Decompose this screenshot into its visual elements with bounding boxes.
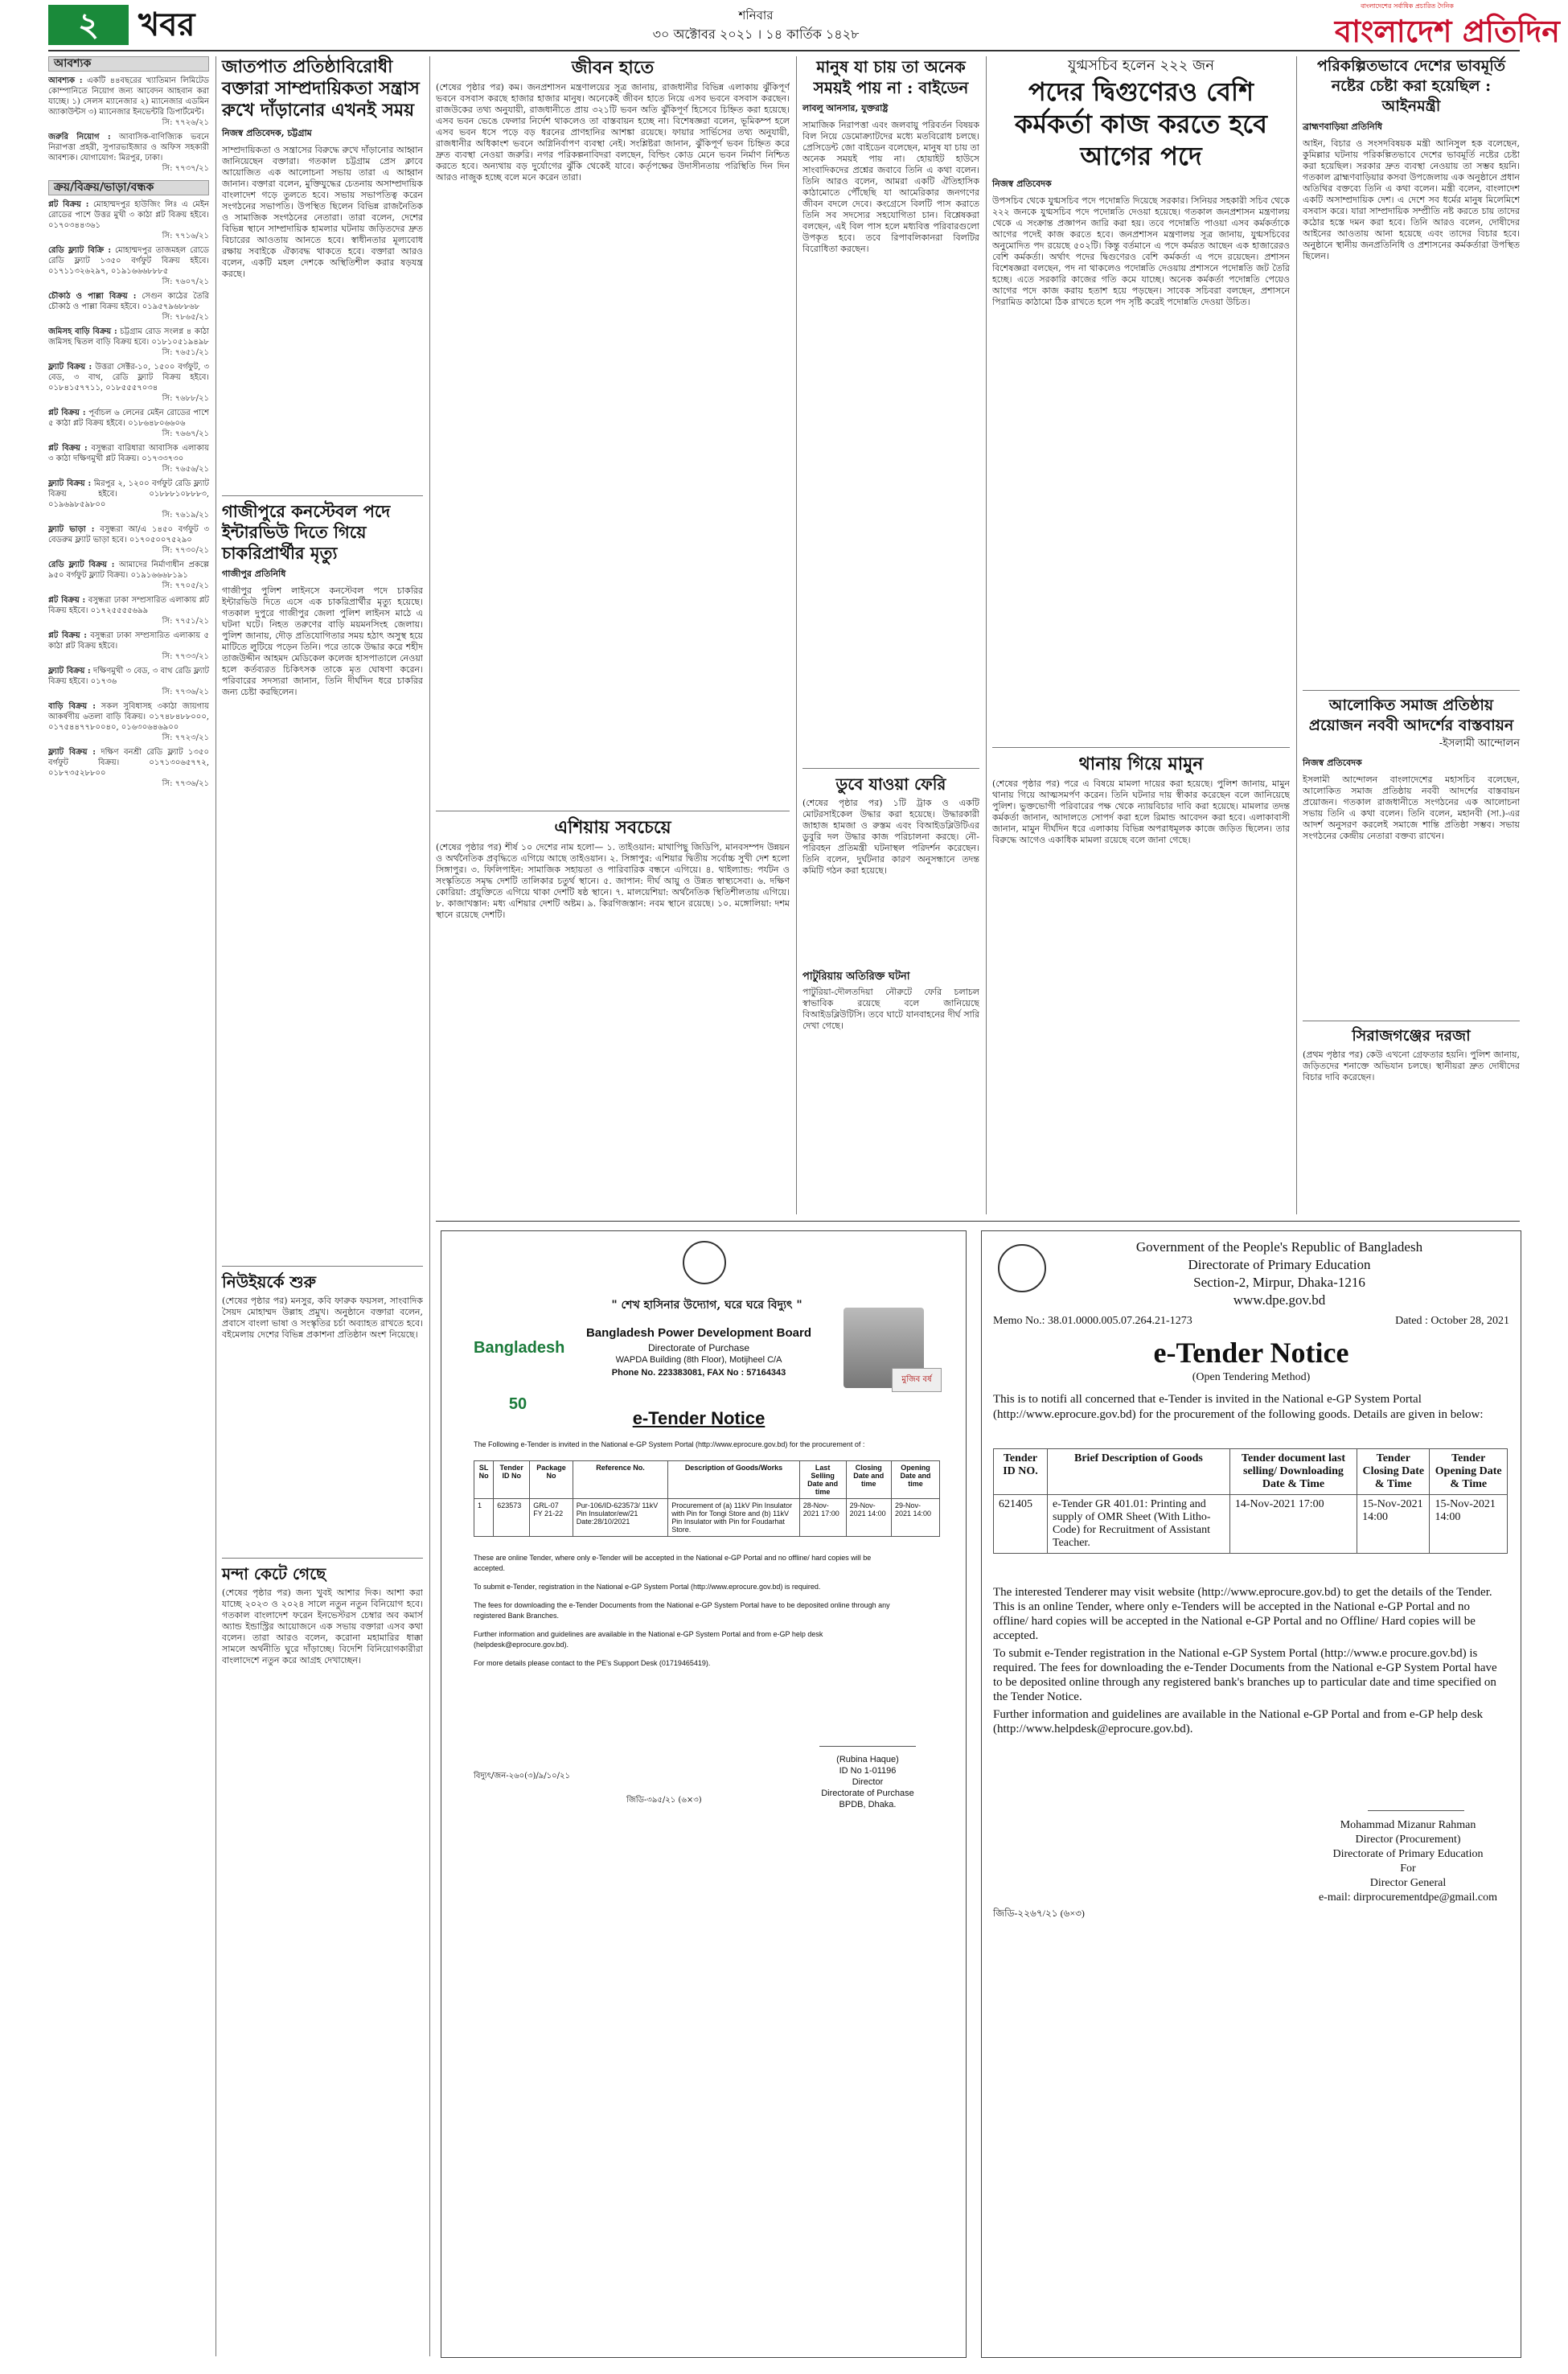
table-cell: Procurement of (a) 11kV Pin Insulator with Pin for Tongi Store and (b) 11kV Pin Insulator with Pin for Foudarhat Store. — [668, 1499, 799, 1537]
table-cell: Pur-106/ID-623573/ 11kV Pin Insulator/ew/21 Date:28/10/2021 — [573, 1499, 667, 1537]
mujib-logo: মুজিব বর্ষ — [892, 1368, 942, 1392]
table-cell: 15-Nov-2021 14:00 — [1357, 1495, 1430, 1554]
story-body-3: পাটুরিয়া-দৌলতদিয়া নৌরুটে ফেরি চলাচল স্বাভাবিক রয়েছে বলে জানিয়েছে বিআইডব্লিউটিসি। তবে ঘাটে যানবাহনের দীর্ঘ সারি দেখা গেছে। — [802, 987, 979, 1031]
story-subhead-2: -ইসলামী আন্দোলন — [1439, 737, 1520, 750]
table-cell: 15-Nov-2021 14:00 — [1430, 1495, 1508, 1554]
story-body-3: (শেষের পৃষ্ঠার পর) মনসুর, কবি ফারুক ফয়সল, সাংবাদিক সৈয়দ মোহাম্মদ উল্লাহ প্রমুখ। অনুষ্ঠানে বক্তারা বলেন, প্রবাসে বাংলা ভাষা ও সংস্কৃতির চর্চা অব্যাহত রাখতে হবে। বইমেলায় দেশের বিভিন্ন প্রকাশনা প্রতিষ্ঠান অংশ নিয়েছে। — [222, 1296, 423, 1340]
table-header: Closing Date and time — [846, 1461, 891, 1499]
column-4 — [802, 56, 979, 1214]
classifieds-column — [48, 56, 209, 2356]
paper-tagline: বাংলাদেশের সর্বাধিক প্রচারিত দৈনিক — [1361, 2, 1454, 10]
story-byline: নিজস্ব প্রতিবেদক, চট্টগ্রাম — [222, 128, 312, 138]
dpe-signer-block: Mohammad Mizanur Rahman Director (Procurement) Directorate of Primary Education For Director General e-mail: dirprocurementdpe@gmail.com — [1318, 1819, 1498, 1904]
story-body-3: (প্রথম পৃষ্ঠার পর) কেউ এখনো গ্রেফতার হয়নি। পুলিশ জানায়, জড়িতদের শনাক্তে অভিযান চলছে। স্থানীয়রা দ্রুত দোষীদের বিচার দাবি করেছেন। — [1303, 1049, 1520, 1082]
classified-item: চৌকাঠ ও পাল্লা বিক্রয় : সেগুন কাঠের তৈরি চৌকাঠ ও পাল্লা বিক্রয় হইবে। ০১৯৫৭৯৬৮৮৬৮ সি: ৭৮৬৫/২১ — [48, 292, 209, 322]
date: ৩০ অক্টোবর ২০২১ । ১৪ কার্তিক ১৪২৮ — [652, 27, 860, 42]
story-body: উপসচিব থেকে যুগ্মসচিব পদে পদোন্নতি দিয়েছে সরকার। সিনিয়র সহকারী সচিব থেকে ২২২ জনকে যুগ্মসচিব পদে পদোন্নতি দেওয়া হয়েছে। গতকাল জনপ্রশাসন মন্ত্রণালয় থেকে এ সংক্রান্ত প্রজ্ঞাপন জারি করা হয়। তবে পদোন্নতি পাওয়া এসব কর্মকর্তাকে আগের পদেই কাজ করতে হবে। জনপ্রশাসন মন্ত্রণালয় সূত্র জানায়, যুগ্মসচিবের অনুমোদিত পদ রয়েছে ৫০২টি। কিন্তু বর্তমানে এ পদে কর্মরত আছেন এক হাজারেরও বেশি কর্মকর্তা। অর্থাৎ পদের দ্বিগুণেরও বেশি কর্মকর্তা এ পদে রয়েছেন। প্রশাসন বিশেষজ্ঞরা বলছেন, পদ না থাকলেও পদোন্নতি দেওয়ায় প্রশাসনে পদোন্নতি জট তৈরি হচ্ছে। এতে সরকারি কাজের গতি কমে যাচ্ছে। অনেক কর্মকর্তা পদোন্নতি পেয়েও আগের পদে কাজ করায় হতাশ হয়ে পড়ছেন। সাবেক সচিবরা বলছেন, প্রশাসনে পিরামিড কাঠামো ঠিক রাখতে হলে পদ সৃষ্টি করেই পদোন্নতি দেওয়া উচিত। — [992, 195, 1290, 307]
story-body-2: (শেষের পৃষ্ঠার পর) শীর্ষ ১০ দেশের নাম হলো— ১. তাইওয়ান: মাথাপিছু জিডিপি, মানবসম্পদ উন্নয়ন ও অর্থনৈতিক প্রবৃদ্ধিতে এগিয়ে আছে তাইওয়ান। ২. সিঙ্গাপুর: এশিয়ার দ্বিতীয় সর্বোচ্চ সুখী দেশ হলো সিঙ্গাপুর। ৩. ফিলিপাইন: সামাজিক সহায়তা ও পারিবারিক বন্ধনে এগিয়ে। ৪. থাইল্যান্ড: পর্যটন ও সংস্কৃতিতে সমৃদ্ধ দেশটি তালিকার চতুর্থ স্থানে। ৫. জাপান: দীর্ঘ আয়ু ও উন্নত স্বাস্থ্যসেবা। ৬. দক্ষিণ কোরিয়া: প্রযুক্তিতে এগিয়ে থাকা দেশটি ষষ্ঠ স্থানে। ৭. মালয়েশিয়া: অর্থনৈতিক স্থিতিশীলতায় এগিয়ে। ৮. কাজাখস্তান: মধ্য এশিয়ার দেশটি অষ্টম। ৯. কিরগিজস্তান: নবম স্থানে রয়েছে। ১০. মঙ্গোলিয়া: দশম স্থানে রয়েছে দেশটি। — [436, 842, 790, 920]
story-headline: জীবন হাতে — [571, 57, 655, 78]
story-body-2: (শেষের পৃষ্ঠার পর) পরে এ বিষয়ে মামলা দায়ের করা হয়েছে। পুলিশ জানায়, মামুন থানায় গিয়ে আত্মসমর্পণ করেন। তিনি ঘটনার দায় স্বীকার করেছেন বলে জানিয়েছে পুলিশ। ভুক্তভোগী পরিবারের পক্ষ থেকে ন্যায়বিচার দাবি করা হয়েছে। মামলার তদন্ত কর্মকর্তা জানান, আদালতে সোপর্দ করা হলে রিমান্ড আবেদন করা হবে। এলাকাবাসী জানান, মামুন দীর্ঘদিন ধরে এলাকায় বিভিন্ন অপরাধমূলক কাজে জড়িত ছিলেন। তার বিরুদ্ধে আগেও একাধিক মামলা রয়েছে বলে জানা গেছে। — [992, 778, 1290, 845]
classified-item: ফ্ল্যাট বিক্রয় : মিরপুর ২, ১২০০ বর্গফুট রেডি ফ্ল্যাট বিক্রয় হইবে। ০১৮৮৮১০৮৮৮৩, ০১৯৬৯৮৫৯৮০০ সি: ৭৬১৯/২১ — [48, 479, 209, 520]
section-title: খবর — [138, 6, 195, 43]
signer-block: (Rubina Haque) ID No 1-01196 Director Directorate of Purchase BPDB, Dhaka. — [821, 1755, 914, 1809]
dpe-ad-code: জিডি-২২৬৭/২১ (৬×৩) — [993, 1908, 1085, 1919]
table-header: Brief Description of Goods — [1048, 1449, 1230, 1495]
story-headline-3: নিউইয়র্কে শুরু — [222, 1272, 316, 1292]
dpe-memo: Memo No.: 38.01.0000.005.07.264.21-1273 — [993, 1315, 1192, 1327]
story-headline-2: আলোকিত সমাজ প্রতিষ্ঠায় প্রয়োজন নববী আদর্শের বাস্তবায়ন — [1308, 696, 1514, 734]
org-address: WAPDA Building (8th Floor), Motijheel C/A — [615, 1355, 782, 1365]
story-headline-2: ডুবে যাওয়া ফেরি — [835, 774, 946, 794]
classifieds-list — [48, 199, 209, 789]
jubilee-logo: Bangladesh 50 — [474, 1339, 565, 1413]
table-cell: GRL-07 FY 21-22 — [530, 1499, 573, 1537]
story-body-2: (শেষের পৃষ্ঠার পর) ১টি ট্রাক ও একটি মোটরসাইকেল উদ্ধার করা হয়েছে। উদ্ধারকারী জাহাজ হামজা ও রুস্তম এবং বিআইডব্লিউটিএর ডুবুরি দল উদ্ধার কাজ পরিচালনা করছে। নৌ-পরিবহন প্রতিমন্ত্রী ঘটনাস্থল পরিদর্শন করেছেন। তিনি বলেন, দুর্ঘটনার কারণ অনুসন্ধানে তদন্ত কমিটি গঠন করা হয়েছে। — [802, 798, 979, 876]
dpe-dated: Dated : October 28, 2021 — [1395, 1315, 1509, 1327]
dpe-intro: This is to notifi all concerned that e-Tender is invited in the National e-GP System Portal (http://www.eprocure.gov.bd) for the procurement of the following goods. Details are given in below: — [993, 1393, 1484, 1421]
classified-item: ফ্ল্যাট বিক্রয় : উত্তরা সেক্টর-১০, ১৫০০ বর্গফুট, ৩ বেড, ৩ বাথ, রেডি ফ্ল্যাট বিক্রয় হইবে। ০১৮৪১৫৭৭১১, ০১৮৫৫৫৭০৩৪ সি: ৭৬৮৮/২১ — [48, 363, 209, 403]
story-kicker: যুগ্মসচিব হলেন ২২২ জন — [1067, 57, 1215, 74]
table-header: SL No — [474, 1461, 494, 1499]
classified-item: ফ্ল্যাট বিক্রয় : দক্ষিণ বনশ্রী রেডি ফ্ল্যাট ১৩৫০ বর্গফুট বিক্রয়। ০১৭১৩০৬৫৭৭২, ০১৮৭৩৫২৮৮০০ সি: ৭৭৩৬/২১ — [48, 748, 209, 788]
story-headline: মানুষ যা চায় তা অনেক সময়ই পায় না : বাইডেন — [813, 57, 969, 97]
table-header: Tender Closing Date & Time — [1357, 1449, 1430, 1495]
story-byline: লাবলু আনসার, যুক্তরাষ্ট্র — [802, 103, 889, 113]
classified-item: প্লট বিক্রয় : মোহাম্মদপুর হাউজিং লিঃ এ মেইন রোডের পাশে উত্তর মুখী ৩ কাঠা প্লট বিক্রয় হইবে। ০১৭০৩৪৪৩৬১ সি: ৭৭১৬/২১ — [48, 200, 209, 240]
page-number-badge — [48, 5, 129, 45]
dpe-web: www.dpe.gov.bd — [1233, 1292, 1326, 1308]
story-headline: পদের দ্বিগুণেরও বেশি কর্মকর্তা কাজ করতে হবে আগের পদে — [1015, 76, 1267, 171]
dpe-dir: Directorate of Primary Education — [1188, 1257, 1371, 1272]
column-2 — [222, 56, 423, 2356]
table-header: Description of Goods/Works — [668, 1461, 799, 1499]
table-cell: 623573 — [494, 1499, 530, 1537]
govt-emblem-icon — [683, 1241, 726, 1284]
ad-code: জিডি-৩৯৫/২১ (৬×৩) — [626, 1796, 702, 1805]
column-6 — [1303, 56, 1520, 1214]
table-header: Tender ID NO. — [994, 1449, 1048, 1495]
classified-item: প্লট বিক্রয় : বসুন্ধরা ঢাকা সম্প্রসারিত এলাকায় প্লট বিক্রয় হইবে। ০১৭২৫৫৫৫৬৯৯ সি: ৭৭৫১/২১ — [48, 596, 209, 626]
classified-item: ফ্ল্যাট ভাড়া : বসুন্ধরা আ/এ ১৪৫০ বর্গফুট ৩ বেডরুম ফ্ল্যাট ভাড়া হবে। ০১৭০৫০০৭৫২৯০ সি: ৭৭৩০/২১ — [48, 525, 209, 555]
story-body: (শেষের পৃষ্ঠার পর) কম। জনপ্রশাসন মন্ত্রণালয়ের সূত্র জানায়, রাজধানীর বিভিন্ন এলাকায় ঝুঁকিপূর্ণ ভবনে বসবাস করছে হাজার হাজার মানুষ। অনেকেই জীবন হাতে নিয়ে এসব ভবনে বসবাস করছেন। রাজউকের তথ্য অনুযায়ী, রাজধানীতে প্রায় ৩২১টি ভবন অতি ঝুঁকিপূর্ণ হিসেবে চিহ্নিত করা হয়েছে। এসব ভবন ভেঙে ফেলার নির্দেশ থাকলেও তা বাস্তবায়ন হচ্ছে না। বিশেষজ্ঞরা বলেন, ভূমিকম্প হলে এসব ভবন ধসে পড়ে বড় ধরনের প্রাণহানির আশঙ্কা রয়েছে। ফায়ার সার্ভিসের তথ্য অনুযায়ী, রাজধানীর অধিকাংশ ভবনে অগ্নিনির্বাপণ ব্যবস্থা নেই। সংশ্লিষ্টরা জানান, ঝুঁকিপূর্ণ ভবন চিহ্নিত করে দ্রুত ব্যবস্থা নেওয়া জরুরি। নগর পরিকল্পনাবিদরা বলছেন, বিল্ডিং কোড মেনে ভবন নির্মাণ নিশ্চিত করতে হবে। অন্যথায় বড় দুর্যোগের ঝুঁকি থেকেই যাবে। কর্তৃপক্ষের উদাসীনতায় পরিস্থিতি দিন দিন আরও নাজুক হচ্ছে বলে মনে করেন তারা। — [436, 82, 790, 183]
day: শনিবার — [738, 8, 774, 23]
story-headline-3: পাটুরিয়ায় অতিরিক্ত ঘটনা — [802, 971, 910, 983]
signature-image — [819, 1714, 916, 1747]
classified-item: ফ্ল্যাট বিক্রয় : দক্ষিণমুখী ৩ বেড, ৩ বাথ রেডি ফ্ল্যাট বিক্রয় হইবে। ০১৭৩৬ সি: ৭৭৩৬/২১ — [48, 667, 209, 696]
story-body: আইন, বিচার ও সংসদবিষয়ক মন্ত্রী আনিসুল হক বলেছেন, কুমিল্লার ঘটনায় পরিকল্পিতভাবে দেশের ভাবমূর্তি নষ্টের চেষ্টা করা হয়েছিল। সরকার দ্রুত ব্যবস্থা নেওয়ায় তা সম্ভব হয়নি। গতকাল ব্রাহ্মণবাড়িয়ার কসবা উপজেলায় এক অনুষ্ঠানে প্রধান অতিথির বক্তব্যে তিনি এ কথা বলেন। মন্ত্রী বলেন, বাংলাদেশ একটি অসাম্প্রদায়িক দেশ। এ দেশে সব ধর্মের মানুষ মিলেমিশে বসবাস করে। যারা সাম্প্রদায়িক সম্প্রীতি নষ্ট করতে চায় তাদের কঠোর হস্তে দমন করা হবে। তিনি আরও বলেন, দোষীদের আইনের আওতায় আনা হয়েছে এবং তাদের বিচার হবে। অনুষ্ঠানে স্থানীয় জনপ্রতিনিধি ও প্রশাসনের কর্মকর্তারা উপস্থিত ছিলেন। — [1303, 138, 1520, 261]
story-headline: পরিকল্পিতভাবে দেশের ভাবমূর্তি নষ্টের চেষ্টা করা হয়েছিল : আইনমন্ত্রী — [1317, 57, 1505, 115]
tender-slogan: " শেখ হাসিনার উদ্যোগ, ঘরে ঘরে বিদ্যুৎ " — [611, 1299, 802, 1312]
story-byline-2: নিজস্ব প্রতিবেদক — [1303, 758, 1362, 768]
classified-item: জমিসহ বাড়ি বিক্রয় : চট্টগ্রাম রোড সংলগ্ন ৪ কাঠা জমিসহ দ্বিতল বাড়ি বিক্রয় হবে। ০১৮১০৫১৯৪৯৮ সি: ৭৬৫১/২১ — [48, 327, 209, 357]
story-body-2: গাজীপুর পুলিশ লাইনসে কনস্টেবল পদে চাকরির ইন্টারভিউ দিতে এসে এক চাকরিপ্রার্থীর মৃত্যু হয়েছে। গতকাল দুপুরে গাজীপুর জেলা পুলিশ লাইনস মাঠে এ ঘটনা ঘটে। নিহত তরুণের বাড়ি ময়মনসিংহ জেলায়। পুলিশ জানায়, দৌড় প্রতিযোগিতার সময় হঠাৎ অসুস্থ হয়ে মাটিতে লুটিয়ে পড়েন তিনি। পরে তাকে উদ্ধার করে শহীদ তাজউদ্দীন আহমদ মেডিকেল কলেজ হাসপাতালে নেওয়া হলে কর্তব্যরত চিকিৎসক তাকে মৃত ঘোষণা করেন। পরিবারের সদস্যরা জানান, তিনি দীর্ঘদিন ধরে চাকরির জন্য চেষ্টা করছিলেন। — [222, 585, 423, 697]
table-header: Package No — [530, 1461, 573, 1499]
classified-item: আবশ্যক : একটি ৪৪বছরের খ্যাতিমান লিমিটেড কোম্পানিতে নিয়োগ জন্য আবেদন আহবান করা যাচ্ছে। ১) সেলস ম্যানেজার ২) ম্যানেজার এডমিন অ্যাকাউন্টস ৩) ম্যানেজার ইনভেন্টরি ডিপার্টমেন্ট। সি: ৭৭২৬/২১ — [48, 76, 209, 127]
table-header: Tender ID No — [494, 1461, 530, 1499]
column-5 — [992, 56, 1290, 1214]
story-headline-2: গাজীপুরে কনস্টেবল পদে ইন্টারভিউ দিতে গিয়ে চাকরিপ্রার্থীর মৃত্যু — [222, 501, 391, 563]
story-headline-2: থানায় গিয়ে মামুন — [1078, 754, 1204, 774]
page-number: ২ — [77, 6, 99, 43]
story-body-2: ইসলামী আন্দোলন বাংলাদেশের মহাসচিব বলেছেন, আলোকিত সমাজ প্রতিষ্ঠায় নববী আদর্শের বাস্তবায়ন প্রয়োজন। গতকাল রাজধানীতে সংগঠনের এক আলোচনা সভায় তিনি এ কথা বলেন। তিনি বলেন, মহানবী (সা.)-এর আদর্শ অনুসরণ করলেই সমাজে শান্তি প্রতিষ্ঠা সম্ভব। সভায় সংগঠনের কেন্দ্রীয় নেতারা বক্তব্য রাখেন। — [1303, 774, 1520, 841]
table-row — [474, 1499, 940, 1537]
classified-item: বাড়ি বিক্রয় : সকল সুবিধাসহ ৩কাঠা জায়গায় আকর্ষণীয় ৬তলা বাড়ি বিক্রয়। ০১৭৪৮৪৮৮০০০, ০১৭৫৪৪৭৭৮০০৪০, ০১৬৩০৬৪৬৯০০ সি: ৭৭২৩/২১ — [48, 702, 209, 742]
table-header: Tender document last selling/ Downloading Date & Time — [1229, 1449, 1357, 1495]
classifieds-label: আবশ্যক — [48, 56, 209, 72]
classified-item: জরুরি নিয়োগ : আবাসিক-বাণিজ্যিক ভবনে নিরাপত্তা প্রহরী, সুপারভাইজার ও অফিস সহকারী আবশ্যক। যোগাযোগ: মিরপুর, ঢাকা। সি: ৭৭৩৭/২১ — [48, 133, 209, 173]
classified-item: রেডি ফ্ল্যাট বিক্রি : মোহাম্মদপুর তাজমহল রোডে রেডি ফ্ল্যাট ১৩৫০ বর্গফুট বিক্রয় হইবে। ০১৭১১৩২৬২৯৭, ০১৯১৬৬৬৮৮৮৫ সি: ৭৬০৭/২১ — [48, 246, 209, 286]
org-phone: Phone No. 223383081, FAX No : 57164343 — [611, 1368, 786, 1378]
story-body: সাম্প্রদায়িকতা ও সন্ত্রাসের বিরুদ্ধে রুখে দাঁড়ানোর আহ্বান জানিয়েছেন বক্তারা। গতকাল চট্টগ্রাম প্রেস ক্লাবে আয়োজিত এক আলোচনা সভায় তারা এ আহ্বান জানান। বক্তারা বলেন, মুক্তিযুদ্ধের চেতনায় অসাম্প্রদায়িক বাংলাদেশ গড়ে তুলতে হবে। সভায় সভাপতিত্ব করেন সংগঠনের সভাপতি। উপস্থিত ছিলেন বিভিন্ন রাজনৈতিক ও সামাজিক সংগঠনের নেতারা। তারা বলেন, দেশের বিভিন্ন স্থানে সাম্প্রদায়িক হামলার ঘটনায় জড়িতদের দ্রুত বিচারের আওতায় আনতে হবে। স্বাধীনতার মূল্যবোধ রক্ষায় সবাইকে ঐক্যবদ্ধ থাকতে হবে। বক্তারা আরও বলেন, একটি মহল দেশকে অস্থিতিশীল করার ষড়যন্ত্র করছে। — [222, 145, 423, 279]
org-name: Bangladesh Power Development Board — [585, 1326, 812, 1340]
dpe-bullets: The interested Tenderer may visit website (http://www.eprocure.gov.bd) to get the details of the Tender. This is an online Tender, where only e-Tenders will be accepted in the National e-GP Portal and no offline/ hard copies will be accepted in the National e-GP Portal and no Offline/ Hard copies will be accepted. To submit e-Tender registration in the National e-GP System Portal (http://www.e procure.gov.bd) is required. The fees for downloading the e-Tender Documents from the National e-GP System Portal have to be deposited online through any registered bank's branches up to particular date and time specified on the Tender Notice. Further information and guidelines are available in the National e-GP Portal and from e-GP help desk (http://www.helpdesk@eprocure.gov.bd). — [993, 1586, 1497, 1735]
story-body: সামাজিক নিরাপত্তা এবং জলবায়ু পরিবর্তন বিষয়ক বিল নিয়ে ডেমোক্র্যাটদের মধ্যে মতবিরোধ চলছে। প্রেসিডেন্ট জো বাইডেন বলেছেন, মানুষ যা চায় তা অনেক সময়ই পায় না। হোয়াইট হাউসে সাংবাদিকদের প্রশ্নের জবাবে তিনি এ কথা বলেন। তিনি আরও বলেন, আমরা একটি ঐতিহাসিক কাঠামোতে পৌঁছেছি যা আমেরিকার জনগণের জীবন বদলে দেবে। কংগ্রেসে বিলটি পাস করাতে তিনি সব সদস্যের সহযোগিতা চান। বিশ্লেষকরা বলছেন, এই বিল পাস হলে মধ্যবিত্ত পরিবারগুলো উপকৃত হবে। তবে রিপাবলিকানরা বিলটির বিরোধিতা করছেন। — [802, 120, 979, 254]
story-body-4: (শেষের পৃষ্ঠার পর) জন্য খুবই আশার দিক। আশা করা যাচ্ছে ২০২৩ ও ২০২৪ সালে নতুন নতুন বিনিয়োগ হবে। গতকাল বাংলাদেশ ফরেন ইনভেস্টরস চেম্বার অব কমার্স অ্যান্ড ইন্ডাস্ট্রির আয়োজনে এক সভায় বক্তারা এসব কথা বলেন। তারা আরও বলেন, করোনা মহামারির ধাক্কা সামলে অর্থনীতি ঘুরে দাঁড়াচ্ছে। বিদেশি বিনিয়োগকারীরা বাংলাদেশে নতুন করে আগ্রহ দেখাচ্ছেন। — [222, 1587, 423, 1665]
table-header: Reference No. — [573, 1461, 667, 1499]
story-headline: জাতপাত প্রতিষ্ঠাবিরোধী বক্তারা সাম্প্রদায়িকতা সন্ত্রাস রুখে দাঁড়ানোর এখনই সময় — [222, 56, 420, 121]
column-3 — [436, 56, 790, 1214]
classified-item: রেডি ফ্ল্যাট বিক্রয় : আমাদের নির্মাণাধীন প্রকল্পে ৯৫০ বর্গফুট ফ্ল্যাট বিক্রয়। ০১৯১৬৬৬৮১৯১ সি: ৭৭০৫/২১ — [48, 561, 209, 590]
table-cell: e-Tender GR 401.01: Printing and supply of OMR Sheet (With Litho-Code) for Recruitment of Assistant Teacher. — [1048, 1495, 1230, 1554]
dpe-addr: Section-2, Mirpur, Dhaka-1216 — [1193, 1275, 1365, 1290]
story-byline-2: গাজীপুর প্রতিনিধি — [222, 569, 286, 579]
story-byline: নিজস্ব প্রতিবেদক — [992, 179, 1052, 189]
signature-image — [1368, 1778, 1464, 1811]
table-header: Last Selling Date and time — [799, 1461, 846, 1499]
tender-table — [474, 1460, 940, 1537]
dpe-gov: Government of the People's Republic of Bangladesh — [1135, 1239, 1423, 1255]
classified-item: প্লট বিক্রয় : পূর্বাচল ৬ লেনের মেইন রোডের পাশে ৫ কাঠা প্লট বিক্রয় হইবে। ০১৮৬৪৮০৬৬০৬ সি: ৭৬৬৭/২১ — [48, 409, 209, 438]
table-cell: 29-Nov-2021 14:00 — [846, 1499, 891, 1537]
classified-item: প্লট বিক্রয় : বসুন্ধরা ঢাকা সম্প্রসারিত এলাকায় ৫ কাঠা প্লট বিক্রয় হইবে। সি: ৭৭৩৩/২১ — [48, 631, 209, 661]
classified-item: প্লট বিক্রয় : বসুন্ধরা বারিধারা আবাসিক এলাকায় ৩ কাঠা দক্ষিণমুখী প্লট বিক্রয়। ০১৭৩৩৭৩০ সি: ৭৬৫৬/২১ — [48, 444, 209, 474]
table-cell: 28-Nov-2021 17:00 — [799, 1499, 846, 1537]
table-cell: 621405 — [994, 1495, 1048, 1554]
bpdb-tender-ad — [441, 1230, 967, 2358]
ad-ref: বিদ্যুৎ/জন-২৬০(৩)/৯/১০/২১ — [474, 1772, 570, 1780]
tender-notes: These are online Tender, where only e-Tender will be accepted in the National e-GP Portal and no offline/ hard copies will be accepted. To submit e-Tender, registration in the National e-GP System Portal (http://www.eprocure.gov.bd) is required. The fees for downloading the e-Tender Documents from the National e-GP System Portal have to be deposited online through any registered Bank Branches. Further information and guidelines are available in the National e-GP System Portal and from e-GP help desk (helpdesk@eprocure.gov.bd). For more details please contact to the PE's Support Desk (01719465419). — [474, 1554, 890, 1667]
story-byline: ব্রাহ্মণবাড়িয়া প্রতিনিধি — [1303, 121, 1383, 132]
story-headline-2: এশিয়ায় সবচেয়ে — [554, 817, 671, 838]
paper-logo: বাংলাদেশ প্রতিদিন — [1334, 13, 1560, 49]
dpe-tender-ad — [981, 1230, 1521, 2358]
table-header: Tender Opening Date & Time — [1430, 1449, 1508, 1495]
table-row — [994, 1495, 1508, 1554]
org-dept: Directorate of Purchase — [647, 1342, 750, 1353]
table-cell: 14-Nov-2021 17:00 — [1229, 1495, 1357, 1554]
classifieds-label-2: ক্রয়/বিক্রয়/ভাড়া/বন্ধক — [48, 180, 209, 195]
govt-emblem-icon — [998, 1244, 1046, 1292]
tender-intro: The Following e-Tender is invited in the National e-GP System Portal (http://www.eprocure.gov.bd) for the procurement of : — [474, 1440, 865, 1448]
table-cell: 1 — [474, 1499, 494, 1537]
dpe-subtitle: (Open Tendering Method) — [1192, 1371, 1311, 1383]
story-headline-3: সিরাজগঞ্জের দরজা — [1352, 1027, 1471, 1045]
tender-title: e-Tender Notice — [632, 1408, 766, 1428]
dpe-title: e-Tender Notice — [1153, 1337, 1349, 1369]
table-cell: 29-Nov-2021 14:00 — [892, 1499, 940, 1537]
table-header: Opening Date and time — [892, 1461, 940, 1499]
story-headline-4: মন্দা কেটে গেছে — [222, 1564, 326, 1583]
masthead — [0, 0, 1568, 50]
dpe-tender-table — [993, 1448, 1508, 1554]
